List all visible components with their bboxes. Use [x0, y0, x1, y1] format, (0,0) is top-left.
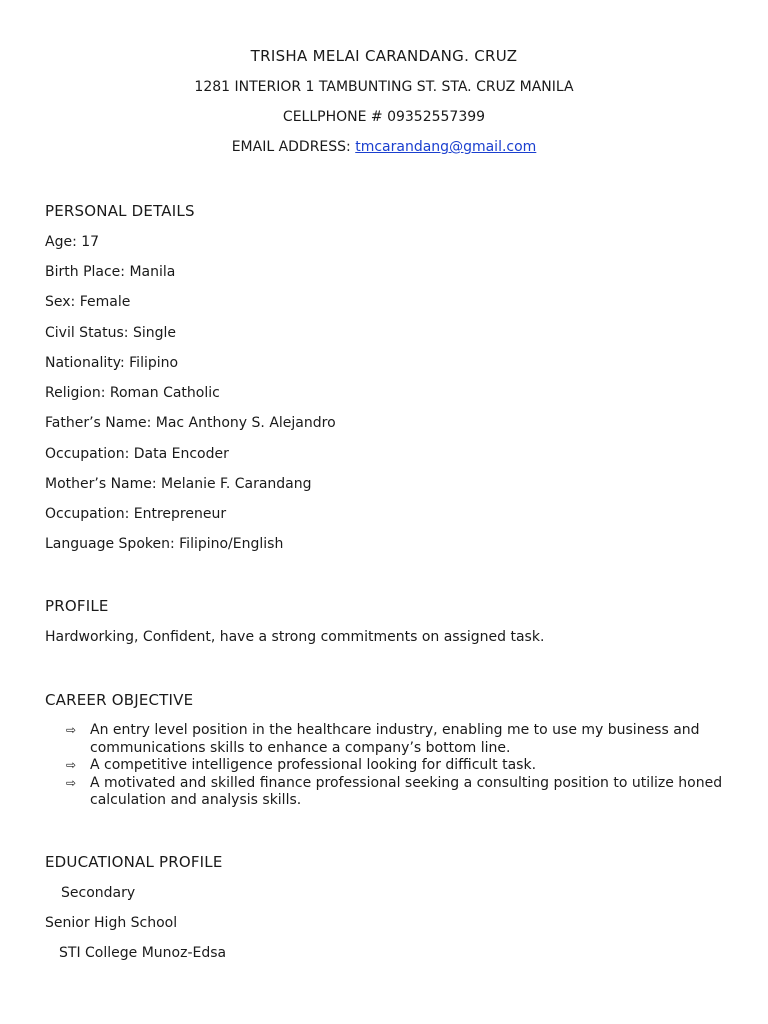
- personal-detail-religion: Religion: Roman Catholic: [45, 385, 220, 401]
- profile-text: Hardworking, Confident, have a strong commitments on assigned task.: [45, 629, 545, 645]
- applicant-email-line: [0, 138, 768, 156]
- section-title-personal-details: PERSONAL DETAILS: [45, 202, 195, 220]
- personal-detail-birth-place: Birth Place: Manila: [45, 264, 176, 280]
- arrow-right-icon: ⇨: [66, 723, 77, 737]
- list-item: [66, 757, 736, 775]
- personal-detail-father-name: Father’s Name: Mac Anthony S. Alejandro: [45, 415, 336, 431]
- email-link[interactable]: tmcarandang@gmail.com: [355, 139, 537, 155]
- applicant-address: 1281 INTERIOR 1 TAMBUNTING ST. STA. CRUZ MANILA: [194, 79, 574, 95]
- arrow-right-icon: ⇨: [66, 758, 77, 772]
- arrow-right-icon: ⇨: [66, 775, 77, 790]
- career-objective-list: [66, 722, 736, 810]
- email-label: EMAIL ADDRESS:: [231, 139, 351, 155]
- applicant-name: TRISHA MELAI CARANDANG. CRUZ: [250, 47, 518, 65]
- education-level-senior-high: Senior High School: [45, 915, 178, 931]
- education-level-secondary: Secondary: [61, 885, 136, 901]
- education-school: STI College Munoz-Edsa: [59, 945, 227, 961]
- career-objective-text: A competitive intelligence professional looking for difficult task.: [90, 757, 537, 773]
- personal-detail-mother-occupation: Occupation: Entrepreneur: [45, 506, 227, 522]
- personal-detail-age: Age: 17: [45, 234, 100, 250]
- section-title-career-objective: CAREER OBJECTIVE: [45, 691, 194, 709]
- list-item: [66, 722, 736, 757]
- applicant-cellphone: CELLPHONE # 09352557399: [282, 109, 486, 125]
- section-title-profile: PROFILE: [45, 597, 109, 615]
- personal-detail-mother-name: Mother’s Name: Melanie F. Carandang: [45, 476, 312, 492]
- personal-detail-nationality: Nationality: Filipino: [45, 355, 179, 371]
- list-item: [66, 775, 736, 810]
- personal-detail-civil-status: Civil Status: Single: [45, 325, 176, 341]
- personal-detail-sex: Sex: Female: [45, 294, 131, 310]
- personal-detail-language: Language Spoken: Filipino/English: [45, 536, 284, 552]
- career-objective-text: A motivated and skilled finance professional seeking a consulting position to utilize honed calculation and analysis skills.: [90, 774, 723, 808]
- personal-detail-father-occupation: Occupation: Data Encoder: [45, 446, 229, 462]
- career-objective-text: An entry level position in the healthcare industry, enabling me to use my business and communications skills to enhance a company’s bottom line.: [90, 722, 700, 756]
- section-title-educational-profile: EDUCATIONAL PROFILE: [45, 853, 223, 871]
